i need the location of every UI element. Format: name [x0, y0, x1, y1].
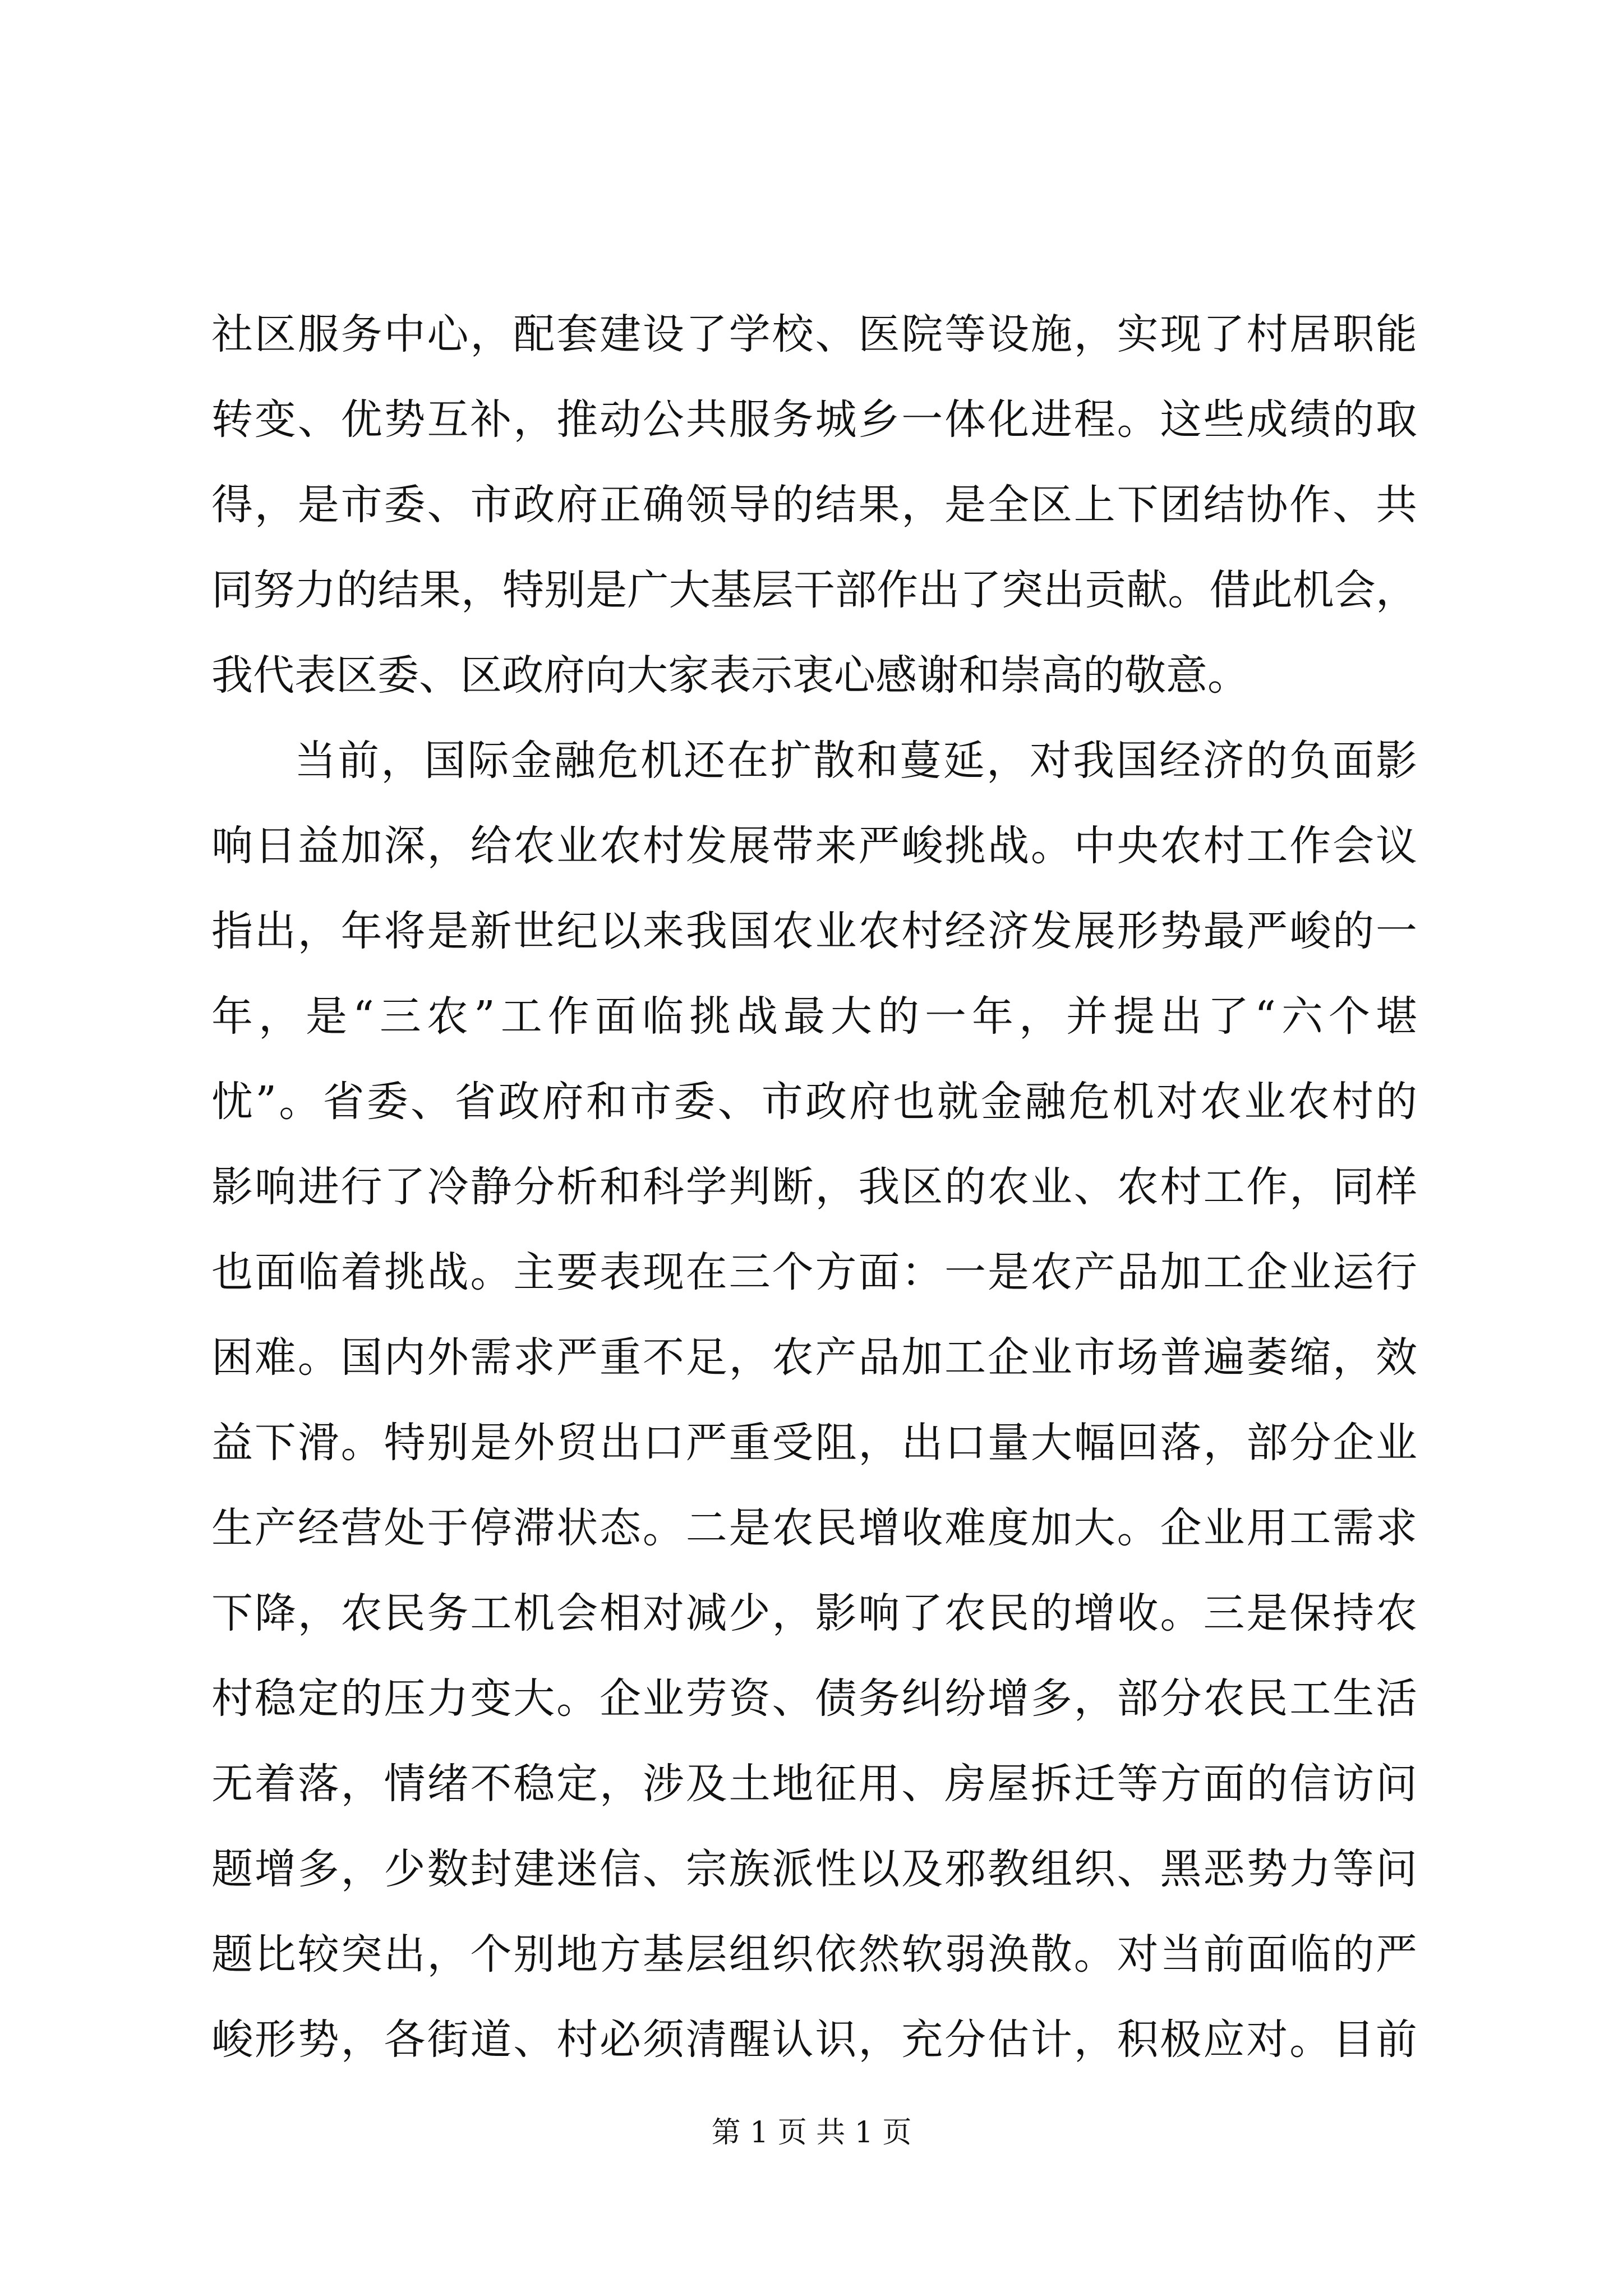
text-line-12: 也面临着挑战。主要表现在三个方面：一是农产品加工企业运行	[211, 1248, 1417, 1296]
text-line-13: 困难。国内外需求严重不足，农产品加工企业市场普遍萎缩，效	[211, 1333, 1417, 1382]
text-line-4: 同努力的结果，特别是广大基层干部作出了突出贡献。借此机会，	[211, 566, 1417, 614]
page-footer: 第 1 页 共 1 页	[711, 2116, 912, 2150]
text-line-15: 生产经营处于停滞状态。二是农民增收难度加大。企业用工需求	[211, 1504, 1417, 1552]
text-line-9: 年，是“三农”工作面临挑战最大的一年，并提出了“六个堪	[211, 992, 1417, 1041]
text-line-14: 益下滑。特别是外贸出口严重受阻，出口量大幅回落，部分企业	[211, 1419, 1417, 1467]
text-line-17: 村稳定的压力变大。企业劳资、债务纠纷增多，部分农民工生活	[211, 1674, 1417, 1723]
text-line-2: 转变、优势互补，推动公共服务城乡一体化进程。这些成绩的取	[211, 395, 1417, 444]
text-line-6: 当前，国际金融危机还在扩散和蔓延，对我国经济的负面影	[294, 737, 1417, 785]
text-line-20: 题比较突出，个别地方基层组织依然软弱涣散。对当前面临的严	[211, 1930, 1417, 1978]
text-line-5: 我代表区委、区政府向大家表示衷心感谢和崇高的敬意。	[211, 651, 1249, 700]
text-line-18: 无着落，情绪不稳定，涉及土地征用、房屋拆迁等方面的信访问	[211, 1760, 1417, 1808]
text-line-8: 指出，年将是新世纪以来我国农业农村经济发展形势最严峻的一	[211, 907, 1417, 955]
text-line-1: 社区服务中心，配套建设了学校、医院等设施，实现了村居职能	[211, 310, 1417, 358]
body-text	[211, 292, 1417, 2082]
text-line-3: 得，是市委、市政府正确领导的结果，是全区上下团结协作、共	[211, 481, 1417, 529]
text-line-19: 题增多，少数封建迷信、宗族派性以及邪教组织、黑恶势力等问	[211, 1845, 1417, 1893]
text-line-21: 峻形势，各街道、村必须清醒认识，充分估计，积极应对。目前	[211, 2016, 1417, 2064]
text-line-10: 忧”。省委、省政府和市委、市政府也就金融危机对农业农村的	[211, 1078, 1417, 1126]
text-line-7: 响日益加深，给农业农村发展带来严峻挑战。中央农村工作会议	[211, 822, 1417, 870]
text-line-11: 影响进行了冷静分析和科学判断，我区的农业、农村工作，同样	[211, 1163, 1417, 1211]
text-line-16: 下降，农民务工机会相对减少，影响了农民的增收。三是保持农	[211, 1589, 1417, 1637]
